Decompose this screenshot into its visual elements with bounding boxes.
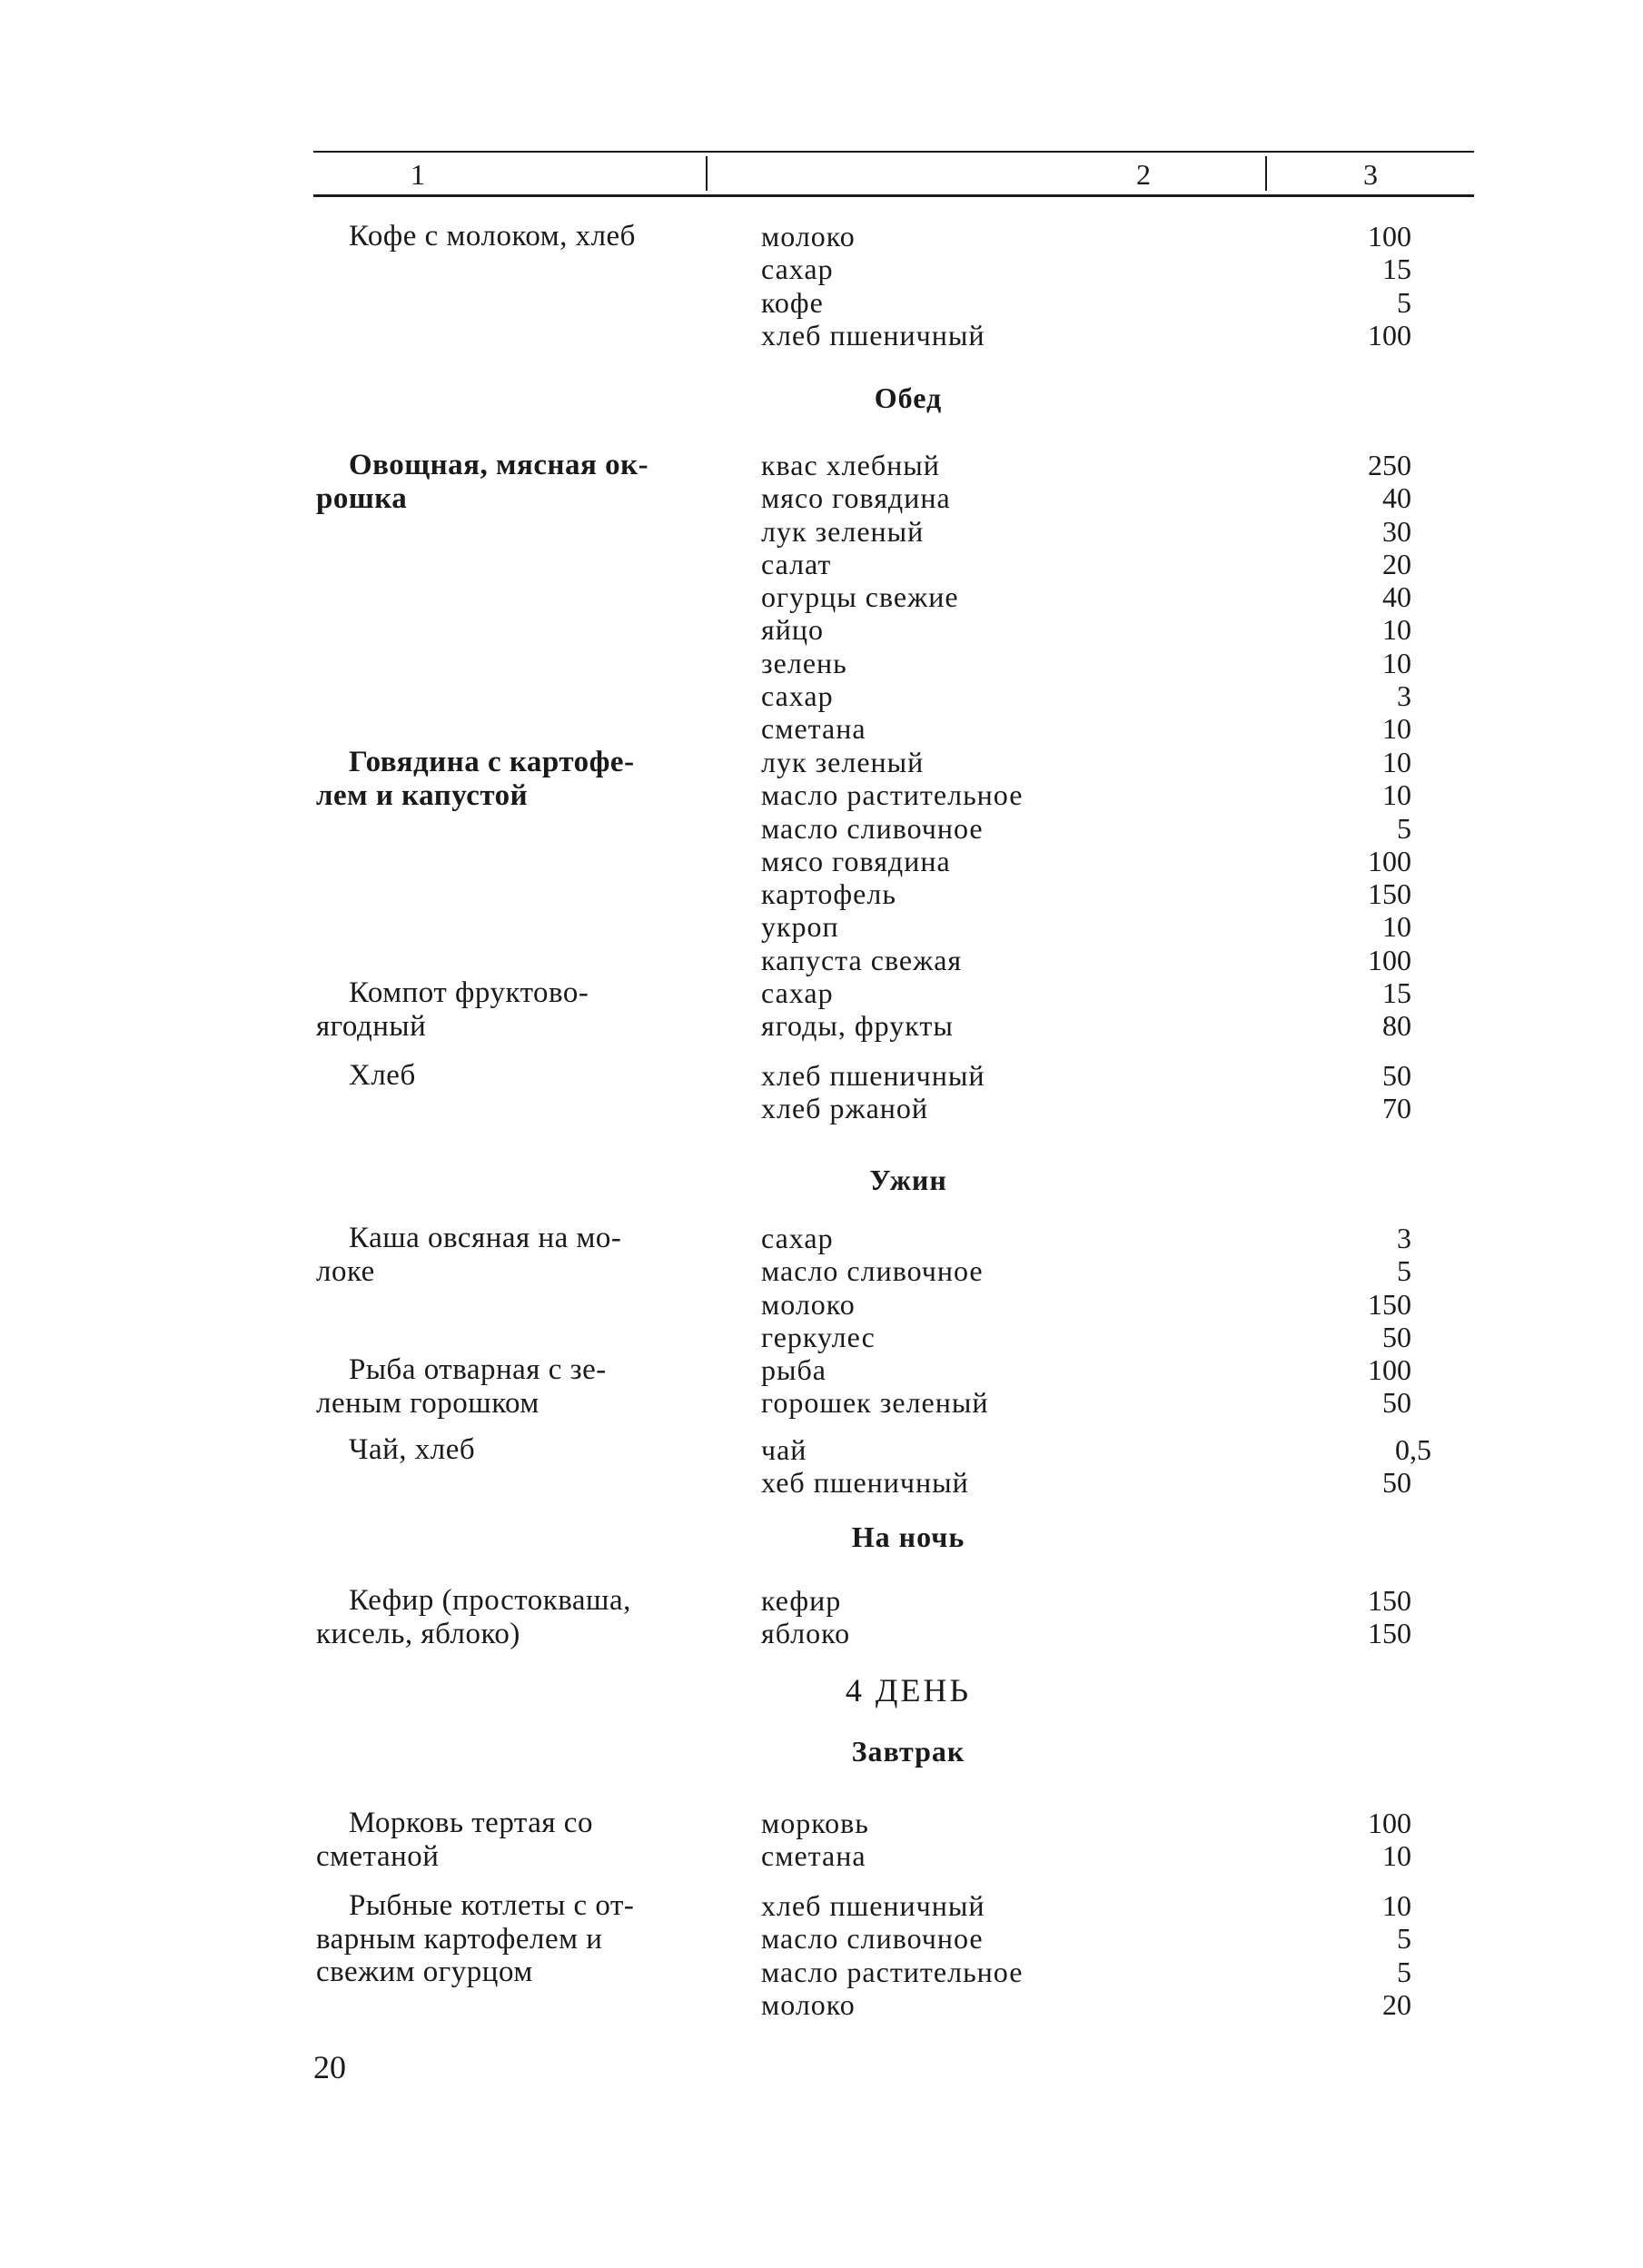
ingredient: масло растительное	[761, 778, 1024, 812]
amount-list	[1230, 1059, 1411, 1125]
dish-name: Хлеб	[349, 1059, 416, 1092]
ingredient: чай	[761, 1433, 807, 1466]
amount: 10	[1382, 1839, 1411, 1873]
amount: 50	[1382, 1466, 1411, 1499]
ingredient: картофель	[761, 877, 896, 911]
ingredient: масло сливочное	[761, 811, 984, 845]
ingredient: хлеб пшеничный	[761, 1059, 985, 1092]
ingredient: квас хлебный	[761, 449, 940, 481]
ingredient: яйцо	[761, 613, 824, 647]
dish-name: Говядина с картофе- лем и капустой	[316, 746, 635, 812]
ingredient-list	[761, 976, 1197, 1043]
amount-list	[1250, 1433, 1431, 1466]
amount-list	[1230, 1584, 1411, 1650]
dish-name: Кефир (простокваша, кисель, яблоко)	[316, 1584, 631, 1650]
ingredient: молоко	[761, 1287, 856, 1321]
amount: 10	[1382, 746, 1411, 778]
amount-list	[1230, 1889, 1411, 2021]
ingredient: лук зеленый	[761, 514, 925, 548]
ingredient-list	[761, 1433, 1197, 1500]
header-top-rule	[313, 151, 1474, 153]
ingredient-list	[761, 1059, 1197, 1125]
amount: 100	[1368, 1807, 1411, 1839]
amount: 150	[1368, 1584, 1411, 1617]
amount: 15	[1382, 253, 1411, 286]
ingredient: капуста свежая	[761, 943, 963, 976]
amount-list	[1230, 1353, 1411, 1420]
ingredient: хлеб пшеничный	[761, 318, 985, 352]
ingredient-list	[761, 449, 1197, 746]
ingredient: морковь	[761, 1807, 869, 1839]
header-col-1: 1	[411, 158, 425, 191]
section-heading-obed: Обед	[874, 381, 943, 414]
dish-name: Морковь тертая со сметаной	[316, 1807, 593, 1873]
dish-name: Овощная, мясная ок- рошка	[316, 449, 649, 515]
amount: 50	[1382, 1059, 1411, 1092]
ingredient: горошек зеленый	[761, 1386, 989, 1420]
ingredient: салат	[761, 547, 832, 580]
dish-name: Каша овсяная на мо- локе	[316, 1222, 622, 1288]
ingredient-list	[761, 1584, 1197, 1650]
amount: 100	[1368, 844, 1411, 877]
ingredient: укроп	[761, 910, 839, 944]
section-heading-zavtrak: Завтрак	[851, 1735, 965, 1768]
ingredient-list	[761, 1222, 1197, 1353]
amount: 80	[1382, 1009, 1411, 1043]
ingredient: хлеб ржаной	[761, 1092, 929, 1125]
section-heading-na-noch: На ночь	[851, 1520, 965, 1553]
amount: 10	[1382, 1889, 1411, 1922]
header-col-3: 3	[1363, 158, 1378, 191]
ingredient: сахар	[761, 679, 834, 713]
amount: 100	[1368, 943, 1411, 976]
ingredient: масло сливочное	[761, 1254, 984, 1288]
amount: 100	[1368, 318, 1411, 352]
amount: 70	[1382, 1092, 1411, 1125]
ingredient: сахар	[761, 976, 834, 1009]
page-number: 20	[313, 2049, 346, 2085]
amount: 10	[1382, 646, 1411, 679]
ingredient-list	[761, 1353, 1197, 1420]
amount: 3	[1397, 679, 1411, 713]
amount-list	[1230, 220, 1411, 352]
amount: 150	[1368, 1617, 1411, 1650]
ingredient: сахар	[761, 1222, 834, 1254]
amount: 15	[1382, 976, 1411, 1009]
section-heading-uzhin: Ужин	[869, 1164, 947, 1196]
amount: 5	[1397, 1922, 1411, 1956]
amount: 20	[1382, 1987, 1411, 2021]
amount: 40	[1382, 580, 1411, 614]
ingredient: масло сливочное	[761, 1922, 984, 1956]
amount: 5	[1397, 1254, 1411, 1288]
ingredient: рыба	[761, 1353, 826, 1386]
ingredient: хеб пшеничный	[761, 1466, 969, 1500]
ingredient-list	[761, 1889, 1197, 2021]
day-heading: 4 ДЕНЬ	[845, 1672, 972, 1708]
dish-name: Компот фруктово- ягодный	[316, 976, 589, 1043]
amount: 150	[1368, 1287, 1411, 1321]
amount: 50	[1382, 1320, 1411, 1353]
amount-list	[1230, 1466, 1411, 1499]
ingredient: лук зеленый	[761, 746, 925, 778]
ingredient: зелень	[761, 646, 847, 679]
amount-list	[1230, 746, 1411, 976]
ingredient: мясо говядина	[761, 481, 951, 515]
ingredient: яблоко	[761, 1617, 851, 1650]
ingredient-list	[761, 1807, 1197, 1873]
amount: 5	[1397, 811, 1411, 845]
amount: 30	[1382, 514, 1411, 548]
amount: 10	[1382, 778, 1411, 812]
amount: 20	[1382, 547, 1411, 580]
amount-list	[1230, 976, 1411, 1043]
amount: 100	[1368, 220, 1411, 253]
amount: 3	[1397, 1222, 1411, 1254]
amount-list	[1230, 1807, 1411, 1873]
amount: 0,5	[1395, 1433, 1431, 1466]
ingredient: молоко	[761, 220, 856, 253]
ingredient: масло растительное	[761, 1955, 1024, 1988]
ingredient: геркулес	[761, 1320, 876, 1353]
amount-list	[1230, 449, 1411, 746]
ingredient: хлеб пшеничный	[761, 1889, 985, 1922]
amount: 5	[1397, 1955, 1411, 1988]
ingredient-list	[761, 746, 1197, 976]
amount: 250	[1368, 449, 1411, 481]
amount-list	[1230, 1222, 1411, 1353]
amount: 10	[1382, 613, 1411, 647]
ingredient: кефир	[761, 1584, 842, 1617]
ingredient: сметана	[761, 712, 866, 746]
amount: 10	[1382, 712, 1411, 746]
amount: 5	[1397, 285, 1411, 319]
ingredient-list	[761, 220, 1197, 352]
dish-name: Рыбные котлеты с от- варным картофелем и свежим огурцом	[316, 1889, 635, 1988]
ingredient: мясо говядина	[761, 844, 951, 877]
dish-name: Рыба отварная с зе- леным горошком	[316, 1353, 607, 1420]
ingredient: кофе	[761, 285, 824, 319]
amount: 40	[1382, 481, 1411, 515]
amount: 100	[1368, 1353, 1411, 1386]
table-header	[313, 151, 1474, 197]
header-col-2: 2	[1136, 158, 1151, 191]
dish-name: Кофе с молоком, хлеб	[349, 220, 636, 253]
header-bottom-rule	[313, 194, 1474, 197]
amount: 10	[1382, 910, 1411, 944]
ingredient: огурцы свежие	[761, 580, 959, 614]
ingredient: молоко	[761, 1987, 856, 2021]
dish-name: Чай, хлеб	[349, 1433, 476, 1466]
ingredient: ягоды, фрукты	[761, 1009, 954, 1043]
amount: 150	[1368, 877, 1411, 911]
ingredient: сметана	[761, 1839, 866, 1873]
ingredient: сахар	[761, 253, 834, 286]
amount: 50	[1382, 1386, 1411, 1420]
